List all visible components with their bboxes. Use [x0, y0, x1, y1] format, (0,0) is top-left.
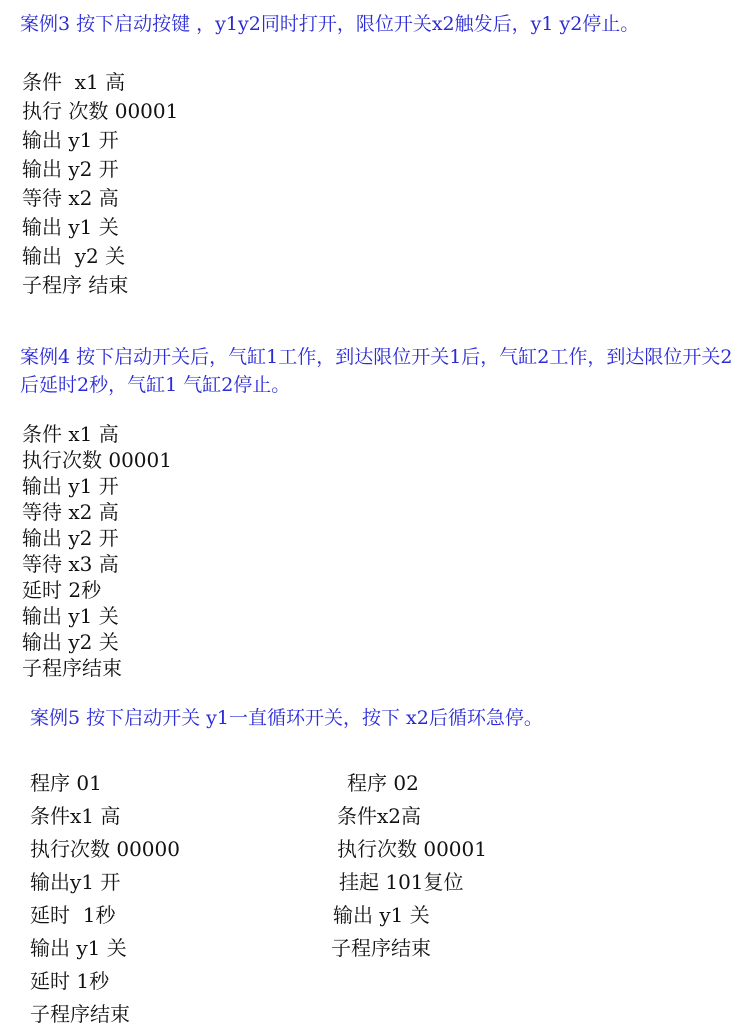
program1-line: 延时 1秒: [30, 969, 110, 993]
program1-line: 输出y1 开: [30, 870, 121, 894]
program1-line: 输出 y1 关: [30, 936, 127, 960]
program1-line: 执行次数 00000: [30, 837, 180, 861]
program2-line: 执行次数 00001: [337, 837, 487, 861]
case4-line: 条件 x1 高: [22, 422, 119, 446]
case3-line: 输出 y2 关: [22, 244, 126, 268]
case4-line: 输出 y2 关: [22, 630, 119, 654]
program2-line: 条件x2高: [337, 804, 422, 828]
case3-line: 等待 x2 高: [22, 186, 119, 210]
case3-line: 输出 y1 关: [22, 215, 119, 239]
case4-line: 执行次数 00001: [22, 448, 172, 472]
case4-line: 等待 x3 高: [22, 552, 119, 576]
case3-line: 执行 次数 00001: [22, 99, 179, 123]
program2-line: 子程序结束: [331, 936, 431, 960]
case3-line: 输出 y1 开: [22, 128, 119, 152]
case4-line: 输出 y1 关: [22, 604, 119, 628]
case4-line: 延时 2秒: [22, 578, 102, 602]
program1-line: 条件x1 高: [30, 804, 121, 828]
case3-line: 子程序 结束: [22, 273, 129, 297]
program2-line: 输出 y1 关: [333, 903, 430, 927]
case4-line: 等待 x2 高: [22, 500, 119, 524]
program1-line: 程序 01: [30, 771, 102, 795]
case4-heading: 案例4 按下启动开关后，气缸1工作，到达限位开关1后，气缸2工作，到达限位开关2后延时2秒，气缸1 气缸2停止。: [20, 346, 733, 396]
case3-heading: 案例3 按下启动按键 ，y1y2同时打开，限位开关x2触发后，y1 y2停止。: [20, 13, 640, 35]
case4-line: 子程序结束: [22, 656, 122, 680]
case3-line: 条件 x1 高: [22, 70, 126, 94]
program2-line: 挂起 101复位: [339, 870, 464, 894]
case3-line: 输出 y2 开: [22, 157, 119, 181]
program1-line: 子程序结束: [30, 1002, 130, 1026]
program2-line: 程序 02: [347, 771, 419, 795]
case4-line: 输出 y2 开: [22, 526, 119, 550]
program1-line: 延时 1秒: [30, 903, 116, 927]
case4-line: 输出 y1 开: [22, 474, 119, 498]
case5-heading: 案例5 按下启动开关 y1一直循环开关，按下 x2后循环急停。: [30, 707, 543, 729]
